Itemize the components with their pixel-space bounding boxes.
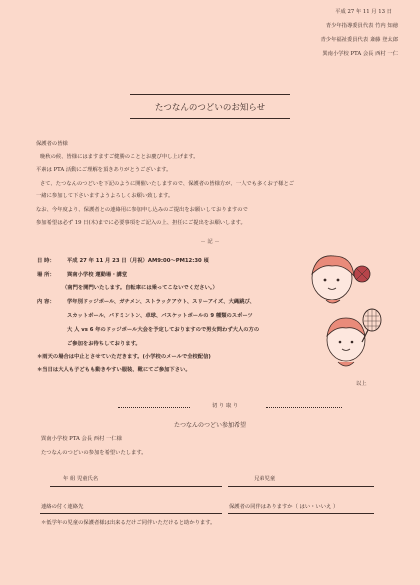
issue-date: 平成 27 年 11 月 13 日 (335, 9, 392, 15)
date-label: 日 時： (37, 258, 55, 264)
sender-1: 青少年指導委員代表 竹内 知徳 (325, 23, 398, 29)
mascot-illustration (316, 308, 388, 374)
form-to: 巽南小学校 PTA 会長 西村 一仁様 (41, 436, 122, 442)
sibling-label: 兄弟児童 (254, 476, 276, 482)
form-title: たつなんのつどい参加希望 (173, 422, 246, 429)
guardian-field[interactable] (228, 513, 374, 514)
grade-name-label: 年 組 児童氏名 (63, 476, 99, 482)
cut-label: 切 り 取 り (212, 403, 239, 409)
end-marker: 以上 (356, 381, 367, 387)
form-desc: たつなんのつどいの参加を希望いたします。 (41, 450, 147, 456)
body-line: さて、たつなんのつどいを下記のように開催いたしますので、保護者の皆様方が、一人でも多くお子様とご (40, 181, 295, 187)
sender-3: 巽南小学校 PTA 会長 西村 一仁 (322, 51, 398, 57)
content-label: 内 容： (37, 299, 55, 305)
form-footnote: ＊低学年の児童の保護者様は出来るだけご同伴いただけると助かります。 (41, 520, 216, 526)
place-note: （南門を開門いたします。自転車には乗ってこないでください。） (62, 285, 218, 291)
content-line: 大 人 vs 6 年のドッジボール大会を予定しておりますので男女問わず大人の方の (67, 327, 260, 333)
body-line: 一緒に参加して下さいますようよろしくお願い致します。 (36, 193, 174, 199)
sender-2: 青少年福祉委員代表 斎藤 登太郎 (320, 37, 398, 43)
body-line: 平素は PTA 活動にご理解を頂きありがとうございます。 (36, 167, 172, 173)
grade-name-field[interactable] (50, 486, 222, 487)
contact-field[interactable] (40, 513, 222, 514)
cut-line-right (266, 407, 342, 408)
guardian-question: 保護者の同伴はありますか（ はい・いいえ ） (229, 504, 339, 510)
content-line: ご参加をお待ちしております。 (67, 341, 141, 347)
content-line: 学年別ドッジボール、ガチメン、ストラックアウト、スリーアイズ、大縄跳び、 (67, 299, 255, 305)
rain-note: ＊雨天の場合は中止とさせていただきます。(小学校のメールで全校配信) (37, 354, 211, 360)
mascot-illustration (296, 250, 386, 308)
page-title: たつなんのつどいのお知らせ (154, 103, 266, 113)
place-value: 巽南小学校 運動場・講堂 (67, 272, 128, 278)
body-line: 晩秋の候、皆様にはますますご健勝のこととお慶び申し上げます。 (40, 154, 199, 160)
dress-note: ＊当日は大人も子どもも動きやすい服装、靴にてご参加下さい。 (37, 367, 191, 373)
contact-label: 連絡の付く連絡先 (41, 504, 84, 510)
body-line: なお、今年度より、保護者との連絡用に参加申し込みのご提出をお願いしておりますので (36, 207, 248, 213)
title-rule-top (130, 94, 290, 95)
place-label: 場 所： (37, 272, 55, 278)
date-value: 平成 27 年 11 月 23 日（月祝）AM9:00～PM12:30 頃 (67, 258, 209, 264)
salutation: 保護者の皆様 (36, 141, 68, 147)
ki-marker: － 記 － (200, 239, 220, 245)
content-line: スカットボール、バドミントン、卓球、バスケットボールの 9 種類のスポーツ (67, 313, 253, 319)
cut-line-left (118, 407, 190, 408)
sibling-field[interactable] (228, 486, 374, 487)
title-rule-bottom (130, 118, 290, 119)
body-line: 参加希望は必ず 19 日(木)までに必要事項をご記入の上、担任にご提出をお願いします。 (36, 220, 246, 226)
